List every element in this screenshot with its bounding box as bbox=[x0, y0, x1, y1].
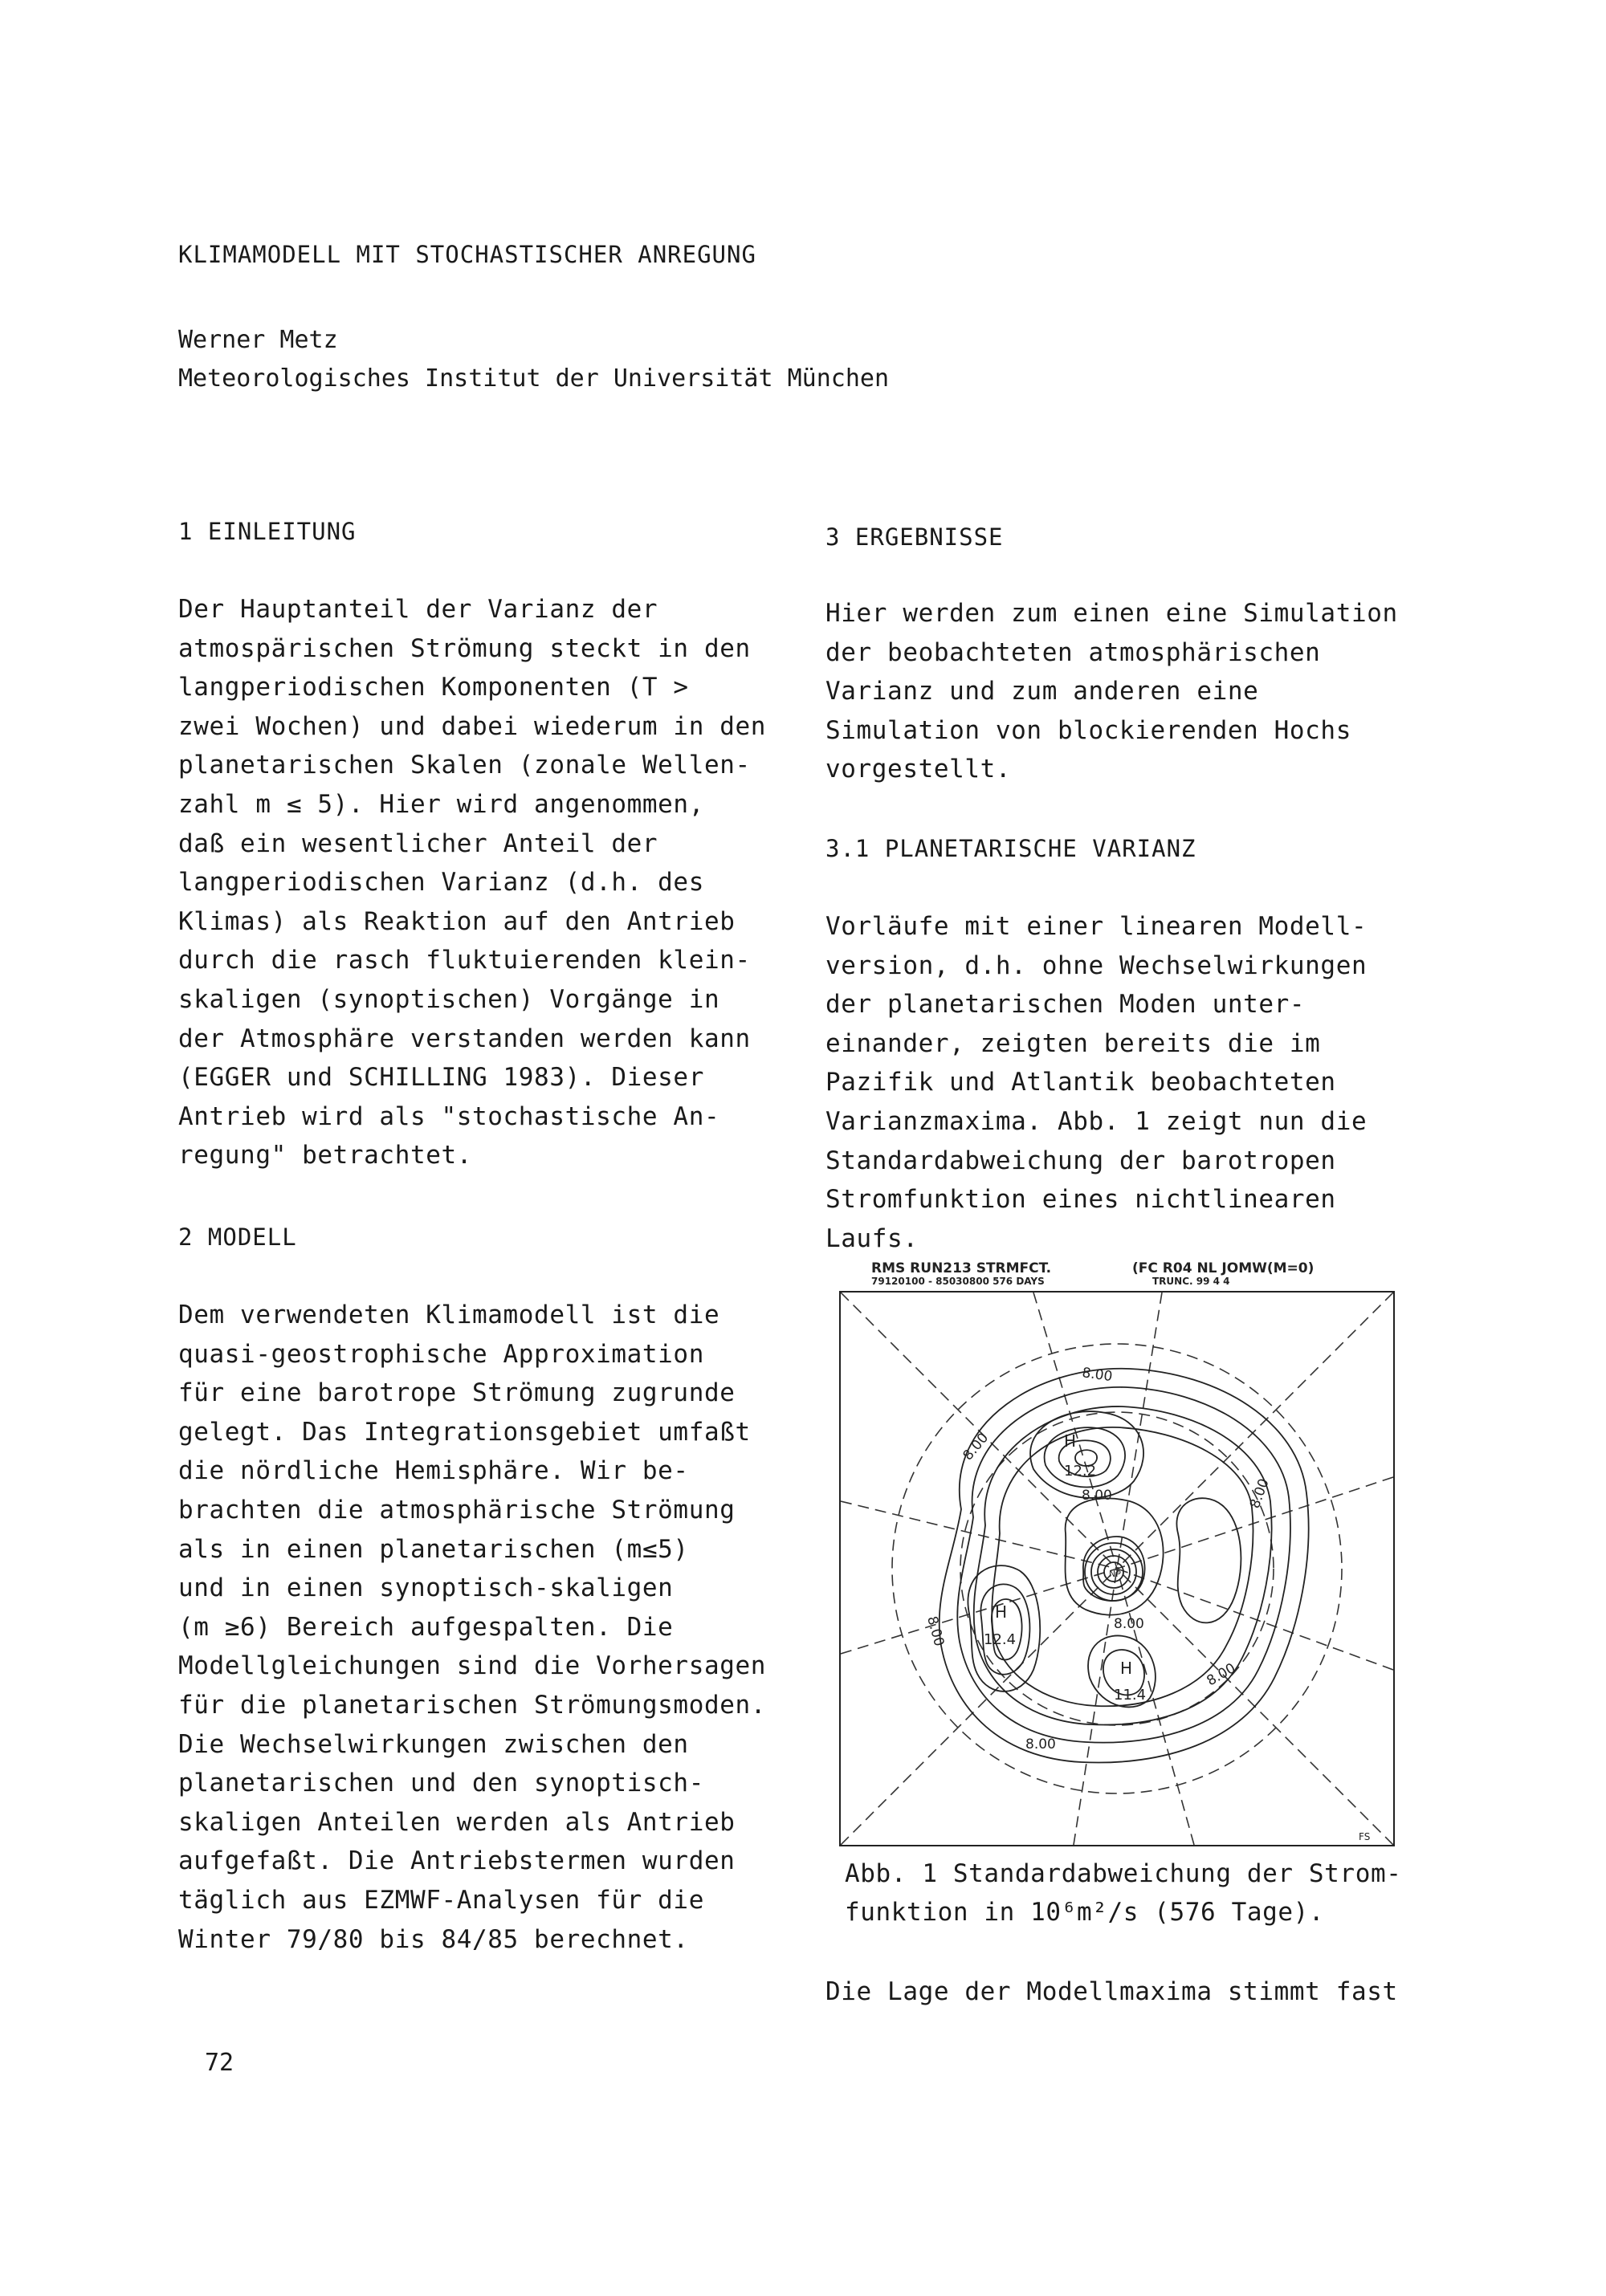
corner-mark: FS bbox=[1359, 1831, 1371, 1842]
closing-text: Die Lage der Modellmaxima stimmt fast bbox=[825, 1977, 1398, 2006]
max-label-lower: 11.4 bbox=[1114, 1687, 1147, 1704]
contour-map bbox=[841, 1293, 1393, 1845]
contour-map-figure bbox=[839, 1291, 1395, 1846]
author-affiliation: Meteorologisches Institut der Universität München bbox=[178, 364, 890, 393]
section-2-heading: 2 MODELL bbox=[178, 1223, 297, 1251]
author-block bbox=[178, 321, 889, 398]
max-label-upper: 12.2 bbox=[1064, 1463, 1097, 1480]
max-label-left: 12.4 bbox=[984, 1631, 1017, 1648]
pole-label: NP bbox=[1109, 1569, 1121, 1579]
section-1-heading: 1 EINLEITUNG bbox=[178, 518, 357, 545]
contour-label-lower-right: 8.00 bbox=[1204, 1660, 1239, 1690]
paper-title: KLIMAMODELL MIT STOCHASTISCHER ANREGUNG bbox=[178, 241, 756, 268]
figure-header-dates: 79120100 - 85030800 576 DAYS bbox=[871, 1276, 1045, 1287]
figure-caption: Abb. 1 Standardabweichung der Strom- funktion in 10⁶m²/s (576 Tage). bbox=[845, 1859, 1402, 1927]
section-3-text: Hier werden zum einen eine Simulation der beobachteten atmosphärischen Varianz und zum anderen eine Simulation von blockierenden Hochs vorgestellt. bbox=[825, 599, 1398, 784]
contour-label-center: 8.00 bbox=[1082, 1488, 1112, 1504]
contour-label-upper-left: 8.00 bbox=[960, 1430, 993, 1464]
section-2-text: Dem verwendeten Klimamodell ist die quasi-geostrophische Approximation für eine barotrope Strömung zugrunde gelegt. Das Integrationsgebiet umfaßt die nördliche Hemisphäre. Wir be- brachten die atmosphärische Strömung als in einen planetarischen (m≤5) und in einen synoptisch-skaligen (m ≥6) Bereich aufgespalten. Die Modellgleichungen sind die Vorhersagen für die planetarischen Strömungsmoden. Die Wechselwirkungen zwischen den planetarischen und den synoptisch- skaligen Anteilen werden als Antrieb aufgefaßt. Die Antriebstermen wurden täglich aus EZMWF-Analysen für die Winter 79/80 bis 84/85 berechnet. bbox=[178, 1301, 767, 1954]
figure-header-run: RMS RUN213 STRMFCT. bbox=[871, 1260, 1052, 1276]
high-marker-upper: H bbox=[1064, 1431, 1077, 1451]
section-3-1-heading: 3.1 PLANETARISCHE VARIANZ bbox=[825, 835, 1196, 862]
section-3-1-text: Vorläufe mit einer linearen Modell- version, d.h. ohne Wechselwirkungen der planetarischen Moden unter- einander, zeigten bereits die im Pazifik und Atlantik beobachteten Varianzmaxima. Abb. 1 zeigt nun die Standardabweichung der barotropen Stromfunktion eines nichtlinearen Laufs. bbox=[825, 912, 1368, 1253]
high-marker-left: H bbox=[995, 1602, 1008, 1622]
contour-label-top: 8.00 bbox=[1081, 1365, 1114, 1386]
section-1-text: Der Hauptanteil der Varianz der atmospärischen Strömung steckt in den langperiodischen Komponenten (T > zwei Wochen) und dabei wiederum in den planetarischen Skalen (zonale Wellen- zahl m ≤ 5). Hier wird angenommen, daß ein wesentlicher Anteil der langperiodischen Varianz (d.h. des Klimas) als Reaktion auf den Antrieb durch die rasch fluktuierenden klein- skaligen (synoptischen) Vorgänge in der Atmosphäre verstanden werden kann (EGGER und SCHILLING 1983). Dieser Antrieb wird als "stochastische An- regung" betrachtet. bbox=[178, 595, 767, 1170]
contour-label-left: 8.00 bbox=[923, 1614, 948, 1648]
author-name: Werner Metz bbox=[178, 326, 338, 354]
contour-label-right: 8.00 bbox=[1246, 1476, 1273, 1511]
contour-label-bottom: 8.00 bbox=[1025, 1736, 1056, 1753]
contour-labels bbox=[923, 1365, 1370, 1842]
page-number: 72 bbox=[205, 2049, 234, 2077]
contour-label-center-low: 8.00 bbox=[1114, 1616, 1144, 1632]
high-marker-lower: H bbox=[1120, 1659, 1133, 1678]
figure-header-trunc: TRUNC. 99 4 4 bbox=[1152, 1276, 1230, 1287]
section-3-heading: 3 ERGEBNISSE bbox=[825, 523, 1004, 551]
figure-header-model: (FC R04 NL JOMW(M=0) bbox=[1132, 1260, 1315, 1276]
